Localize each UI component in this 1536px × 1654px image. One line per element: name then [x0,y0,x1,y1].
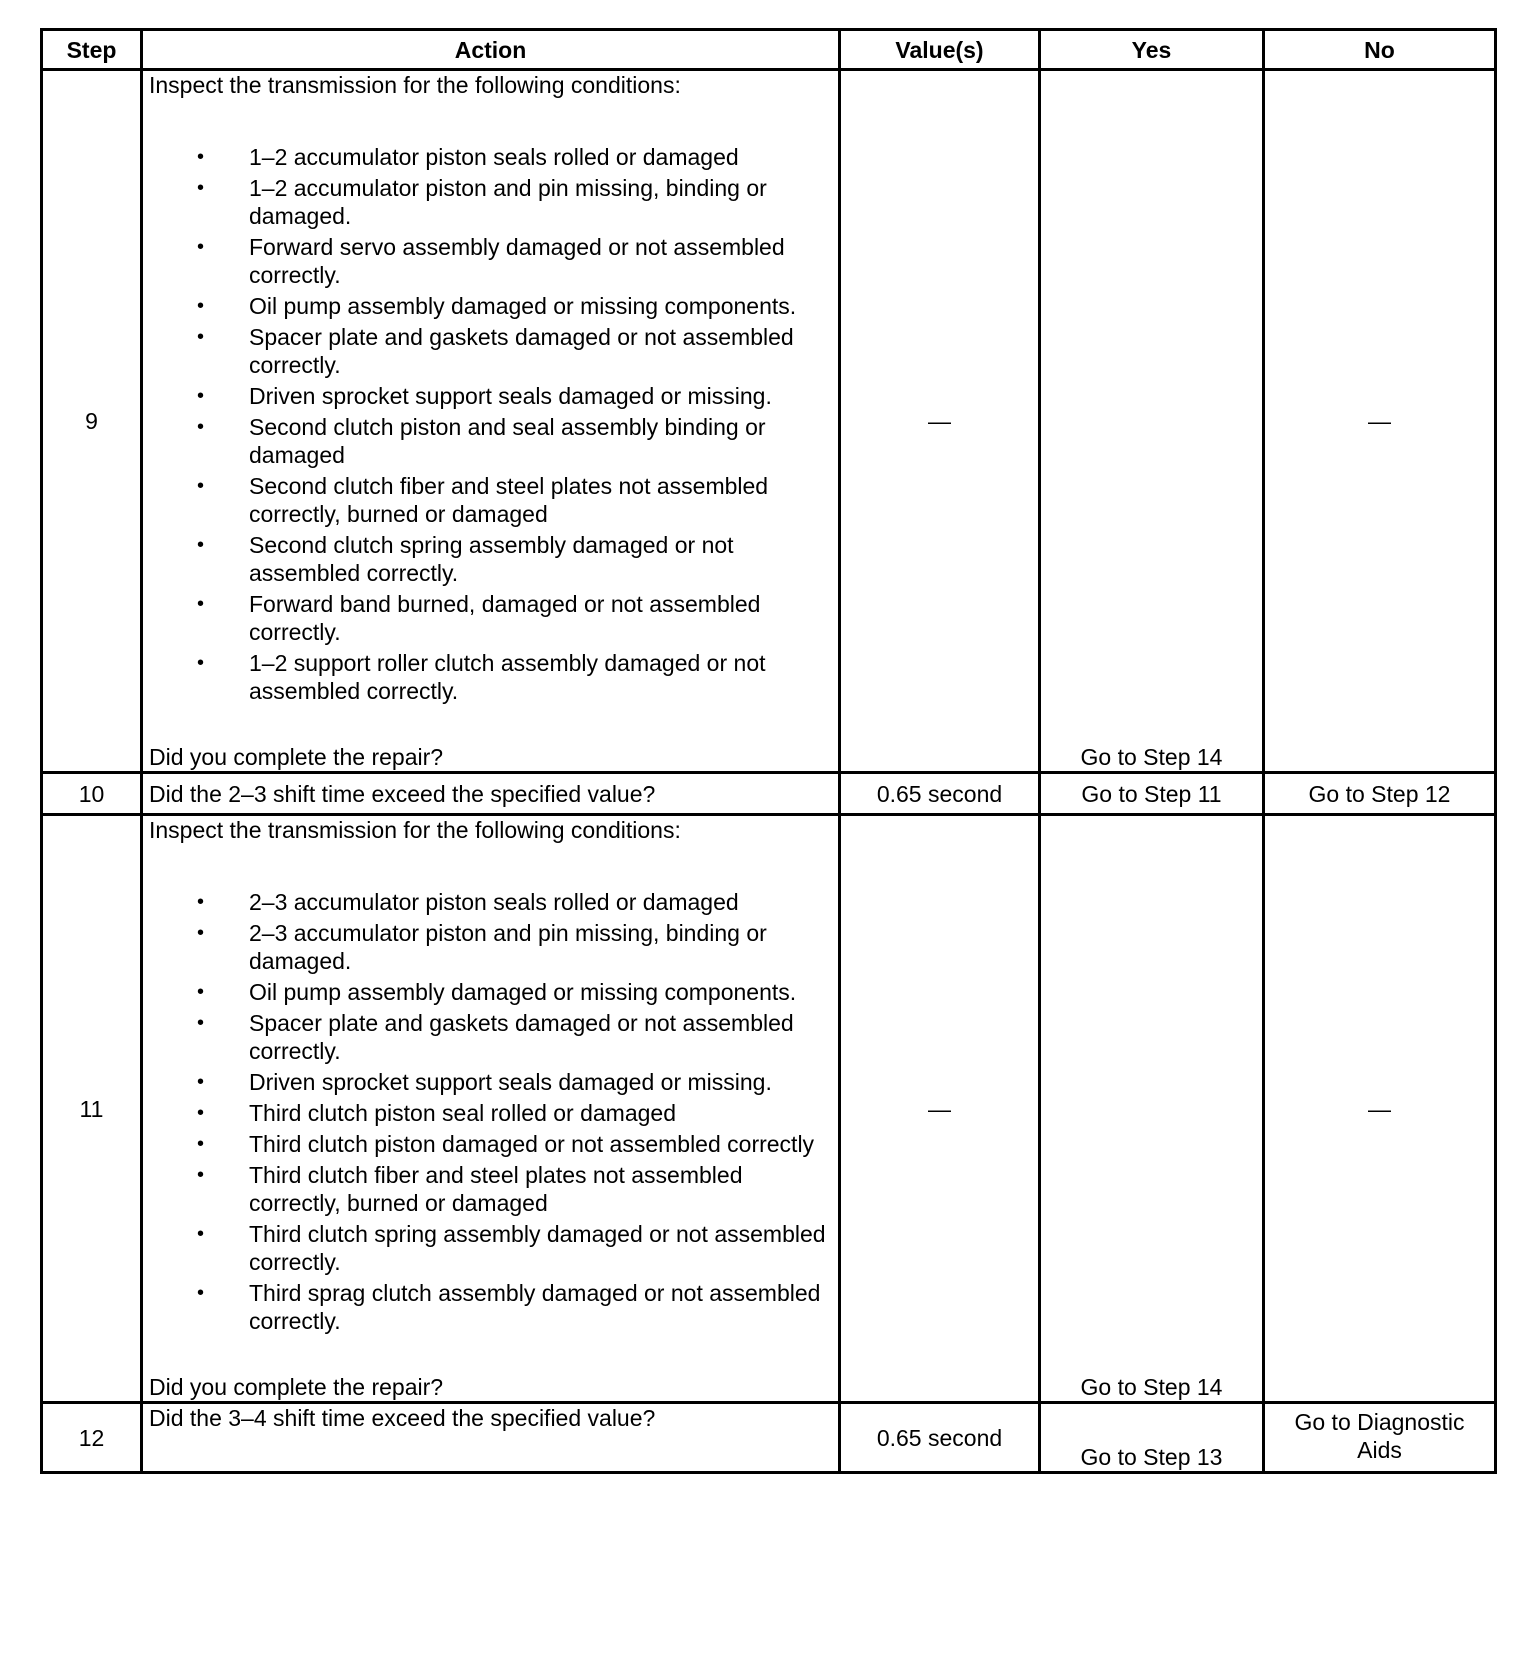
list-item: • Second clutch piston and seal assembly binding or damaged [197,414,766,468]
bullet-icon: • [197,475,205,497]
header-row [42,30,1496,70]
step-number: 11 [42,815,142,1403]
bullet-icon: • [197,1071,205,1093]
step-number: 10 [42,773,142,815]
list-item: • Forward servo assembly damaged or not assembled correctly. [197,234,785,288]
bullet-icon: • [197,922,205,944]
value-cell: 0.65 second [840,1403,1040,1473]
header-no: No [1264,30,1496,70]
action-cell: Did the 3–4 shift time exceed the specified value? [142,1403,840,1473]
bullet-icon: • [197,177,205,199]
value-cell: — [840,70,1040,773]
list-item: • Driven sprocket support seals damaged or missing. [197,1069,772,1095]
yes-cell: Go to Step 14 [1040,815,1264,1403]
bullet-icon: • [197,385,205,407]
list-item: • 2–3 accumulator piston seals rolled or damaged [197,889,739,915]
no-cell: Go to Diagnostic Aids [1264,1403,1496,1473]
table-row-step-12 [42,1403,1496,1473]
bullet-icon: • [197,593,205,615]
header-step: Step [42,30,142,70]
action-intro: Inspect the transmission for the following conditions: [149,817,681,843]
bullet-icon: • [197,534,205,556]
list-item: • Forward band burned, damaged or not assembled correctly. [197,591,761,645]
list-item: • Oil pump assembly damaged or missing components. [197,979,797,1005]
bullet-icon: • [197,1164,205,1186]
list-item: • Second clutch fiber and steel plates not assembled correctly, burned or damaged [197,473,769,527]
list-item: • 2–3 accumulator piston and pin missing, binding or damaged. [197,920,767,974]
bullet-icon: • [197,146,205,168]
list-item: • Spacer plate and gaskets damaged or not assembled correctly. [197,1010,794,1064]
bullet-icon: • [197,1223,205,1245]
bullet-icon: • [197,295,205,317]
list-item: • Second clutch spring assembly damaged or not assembled correctly. [197,532,734,586]
bullet-icon: • [197,1012,205,1034]
no-cell: — [1264,815,1496,1403]
list-item: • Third clutch piston damaged or not assembled correctly [197,1131,815,1157]
list-item: • Third sprag clutch assembly damaged or not assembled correctly. [197,1280,821,1334]
yes-cell: Go to Step 11 [1040,773,1264,815]
condition-list [149,888,832,1335]
bullet-icon: • [197,236,205,258]
condition-list [149,143,832,705]
list-item: • 1–2 support roller clutch assembly damaged or not assembled correctly. [197,650,766,704]
yes-cell: Go to Step 14 [1040,70,1264,773]
no-cell: Go to Step 12 [1264,773,1496,815]
bullet-icon: • [197,416,205,438]
bullet-icon: • [197,981,205,1003]
table-row-step-9 [42,70,1496,773]
diagnostic-table [40,28,1497,1474]
step-number: 12 [42,1403,142,1473]
action-cell [142,815,840,1403]
action-cell [142,70,840,773]
value-cell: — [840,815,1040,1403]
action-intro: Inspect the transmission for the following conditions: [149,72,681,98]
table-row-step-11 [42,815,1496,1403]
bullet-icon: • [197,652,205,674]
list-item: • Third clutch spring assembly damaged or not assembled correctly. [197,1221,826,1275]
list-item: • 1–2 accumulator piston and pin missing, binding or damaged. [197,175,767,229]
bullet-icon: • [197,1282,205,1304]
header-action: Action [142,30,840,70]
action-question: Did you complete the repair? [149,744,444,770]
list-item: • Oil pump assembly damaged or missing components. [197,293,797,319]
bullet-icon: • [197,326,205,348]
list-item: • Spacer plate and gaskets damaged or not assembled correctly. [197,324,794,378]
bullet-icon: • [197,891,205,913]
list-item: • Driven sprocket support seals damaged or missing. [197,383,772,409]
table-row-step-10 [42,773,1496,815]
yes-cell: Go to Step 13 [1040,1403,1264,1473]
header-yes: Yes [1040,30,1264,70]
no-cell: — [1264,70,1496,773]
header-values: Value(s) [840,30,1040,70]
bullet-icon: • [197,1133,205,1155]
action-question: Did you complete the repair? [149,1374,444,1400]
step-number: 9 [42,70,142,773]
list-item: • Third clutch piston seal rolled or damaged [197,1100,677,1126]
bullet-icon: • [197,1102,205,1124]
value-cell: 0.65 second [840,773,1040,815]
action-cell: Did the 2–3 shift time exceed the specified value? [142,773,840,815]
list-item: • 1–2 accumulator piston seals rolled or damaged [197,144,739,170]
list-item: • Third clutch fiber and steel plates not assembled correctly, burned or damaged [197,1162,743,1216]
